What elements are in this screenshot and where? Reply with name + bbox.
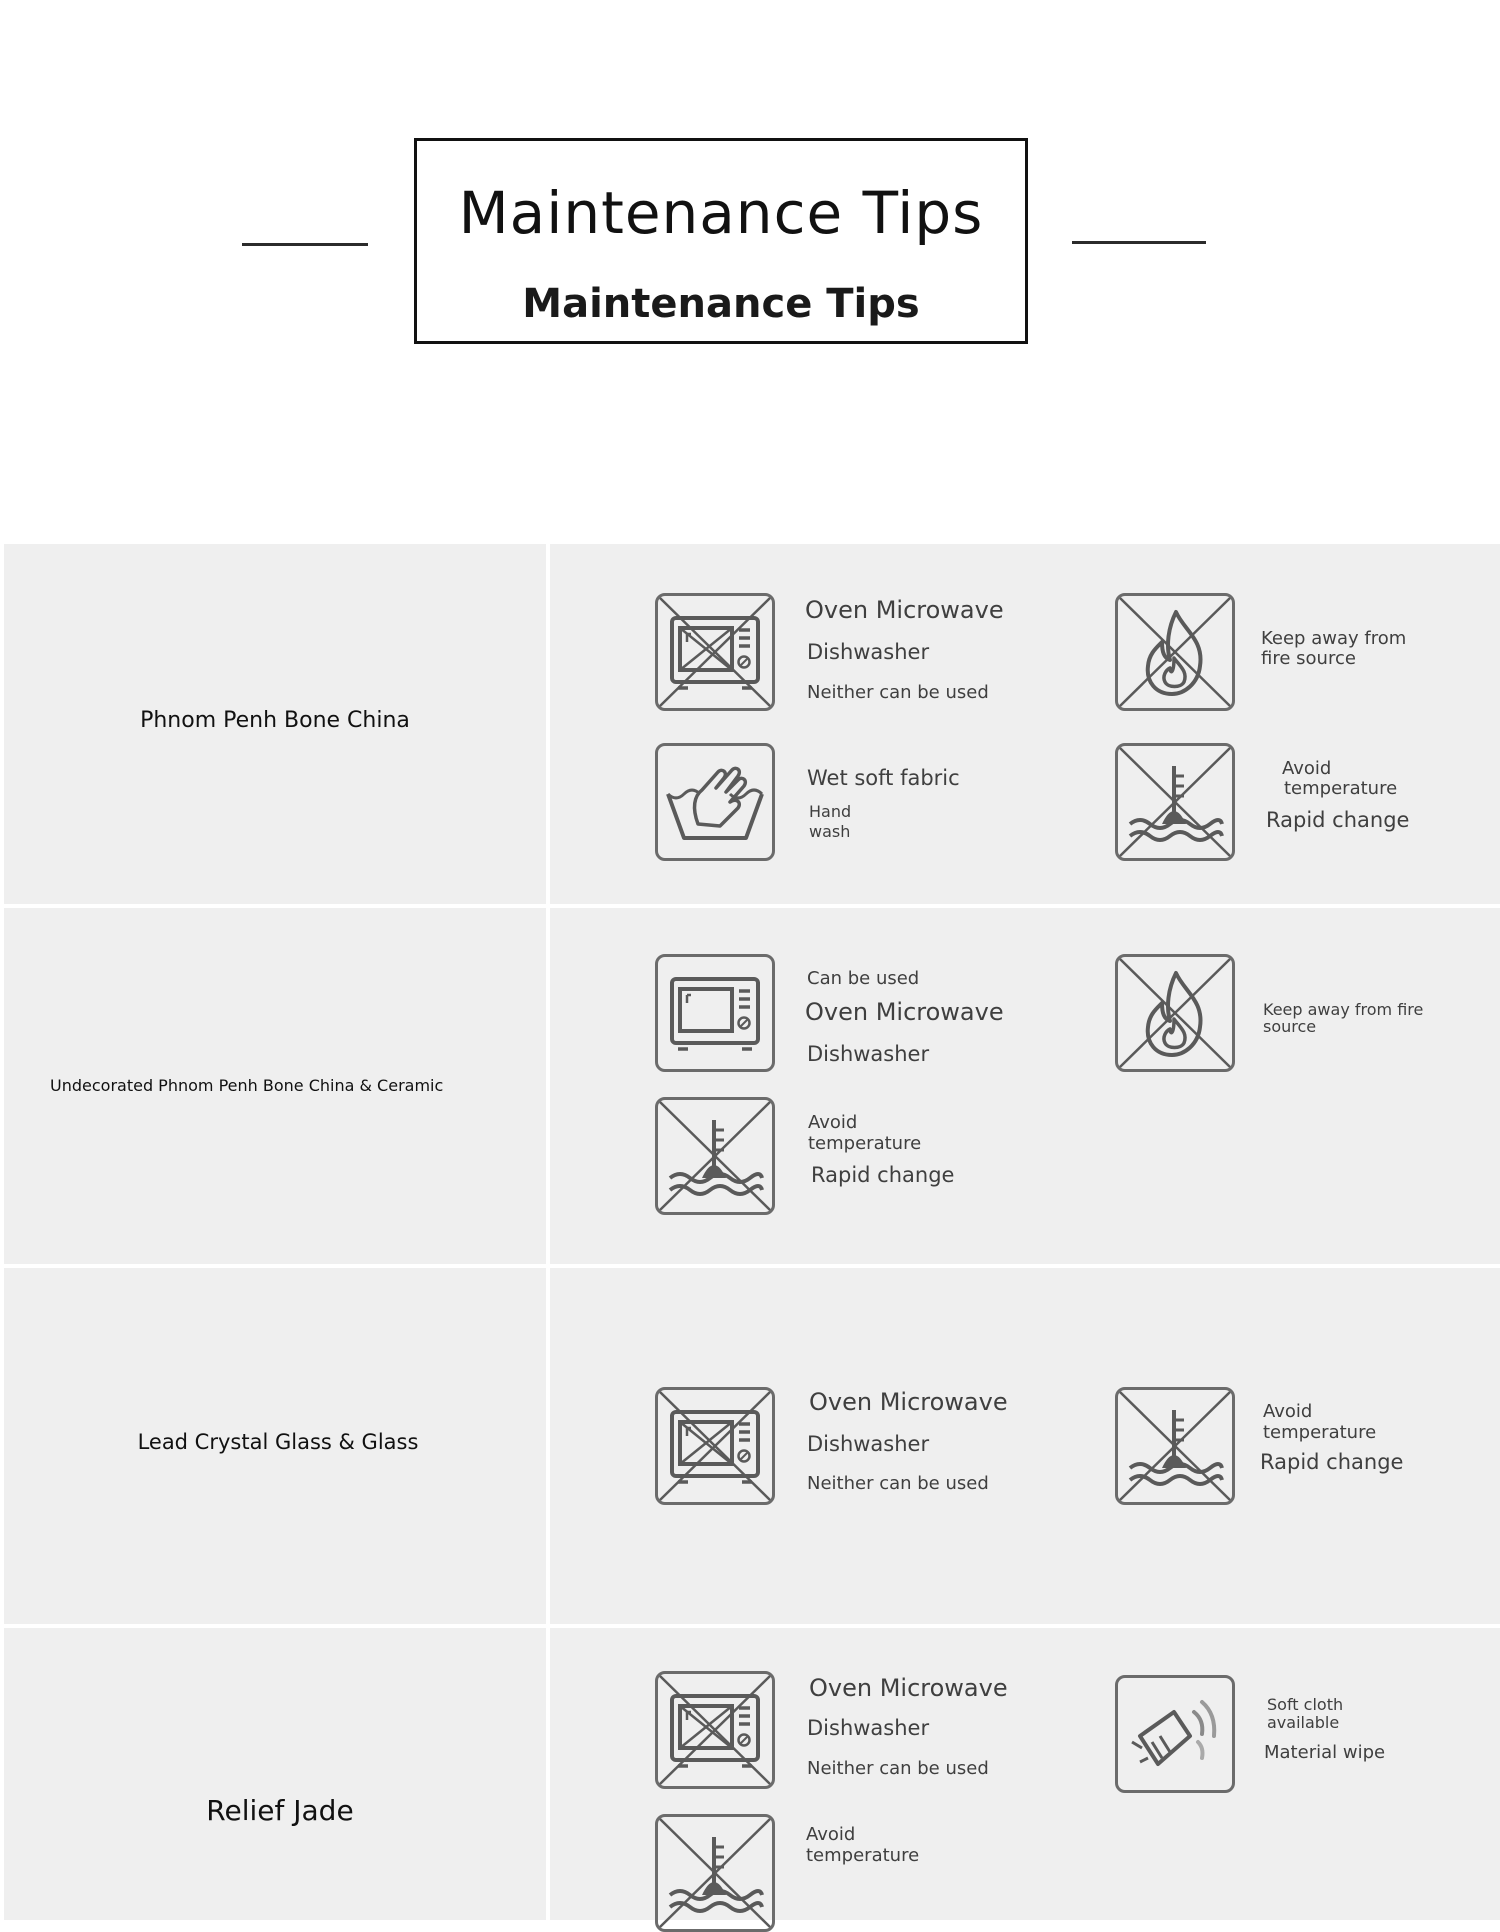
tip-text: Oven Microwave [805,596,1004,624]
header-rule-left [242,243,368,246]
no-fire-icon [1115,593,1235,711]
care-table [0,544,1500,1920]
material-cell [4,1268,546,1624]
page-subtitle: Maintenance Tips [522,281,920,327]
header-box [414,138,1028,344]
tip-text: Avoid [808,1112,858,1133]
tip-text: Dishwasher [807,1716,930,1740]
tip-text: Oven Microwave [809,1674,1008,1702]
no-fire-icon [1115,954,1235,1072]
no-microwave-icon [655,1387,775,1505]
tip-text: Rapid change [811,1163,955,1187]
tip-text: Rapid change [1260,1450,1404,1474]
table-row [0,908,1500,1264]
tip-text: Dishwasher [807,1042,930,1066]
tips-cell [550,1268,1500,1624]
soft-cloth-wipe-icon [1115,1675,1235,1793]
table-row [0,1628,1500,1920]
no-temperature-change-icon [1115,743,1235,861]
tip-text: temperature [808,1133,922,1154]
tips-cell [550,1628,1500,1920]
tip-text: source [1263,1017,1317,1036]
tip-text: Rapid change [1266,808,1410,832]
tip-text: Avoid [1263,1401,1313,1422]
tip-text: Dishwasher [807,640,930,664]
no-temperature-change-icon [1115,1387,1235,1505]
material-cell [4,1628,546,1920]
table-row [0,544,1500,904]
tip-text: temperature [1284,778,1398,799]
no-temperature-change-icon [655,1097,775,1215]
tip-text: temperature [806,1845,920,1866]
tip-text: temperature [1263,1422,1377,1443]
tip-text: Wet soft fabric [807,766,960,790]
tip-text: fire source [1261,648,1356,669]
material-name: Lead Crystal Glass & Glass [137,1430,419,1454]
tip-text: Material wipe [1264,1742,1386,1763]
tip-text: Oven Microwave [805,998,1004,1026]
tip-text: wash [809,822,851,841]
tip-text: Avoid [1282,758,1332,779]
page-title: Maintenance Tips [458,179,984,247]
no-microwave-icon [655,1671,775,1789]
tip-text: Can be used [807,968,920,989]
material-name: Undecorated Phnom Penh Bone China & Ceramic [50,1076,444,1095]
tip-text: Oven Microwave [809,1388,1008,1416]
header-rule-right [1072,241,1206,244]
tip-text: Soft cloth [1267,1695,1344,1714]
hand-wash-icon [655,743,775,861]
tip-text: Keep away from fire [1263,1000,1424,1019]
tip-text: available [1267,1713,1340,1732]
tip-text: Hand [809,802,852,821]
tip-text: Avoid [806,1824,856,1845]
material-cell [4,908,546,1264]
tips-cell [550,544,1500,904]
tip-text: Dishwasher [807,1432,930,1456]
no-temperature-change-icon [655,1814,775,1932]
tips-cell [550,908,1500,1264]
no-microwave-icon [655,593,775,711]
table-row [0,1268,1500,1624]
tip-text: Keep away from [1261,628,1407,649]
tip-text: Neither can be used [807,1758,989,1779]
material-name: Phnom Penh Bone China [140,708,410,733]
microwave-icon [655,954,775,1072]
material-cell [4,544,546,904]
tip-text: Neither can be used [807,682,989,703]
tip-text: Neither can be used [807,1473,989,1494]
material-name: Relief Jade [206,1794,354,1827]
